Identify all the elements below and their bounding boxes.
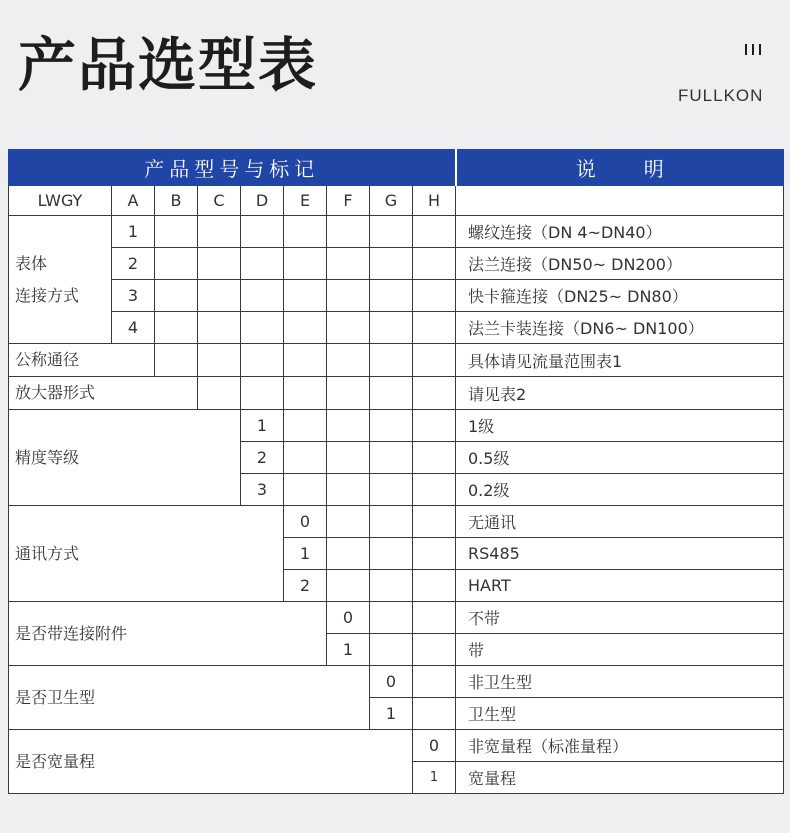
table-row xyxy=(9,410,784,442)
model-code: LWGY xyxy=(9,186,112,216)
table-row xyxy=(9,730,784,762)
diameter-desc: 具体请见流量范围表1 xyxy=(456,344,784,377)
col-a: A xyxy=(112,186,155,216)
option-desc: 卫生型 xyxy=(456,698,784,730)
amplifier-desc: 请见表2 xyxy=(456,377,784,410)
sanitary-label: 是否卫生型 xyxy=(9,666,370,730)
option-code: 0 xyxy=(327,602,370,634)
table-row xyxy=(9,666,784,698)
option-desc: 0.2级 xyxy=(456,474,784,506)
option-desc: 带 xyxy=(456,634,784,666)
option-desc: 不带 xyxy=(456,602,784,634)
table-header-row xyxy=(9,150,784,186)
option-code: 1 xyxy=(284,538,327,570)
col-c: C xyxy=(198,186,241,216)
table-row xyxy=(9,280,784,312)
amplifier-label: 放大器形式 xyxy=(9,377,198,410)
communication-label: 通讯方式 xyxy=(9,506,284,602)
option-code: 1 xyxy=(413,762,456,794)
option-code: 2 xyxy=(112,248,155,280)
column-row xyxy=(9,186,784,216)
option-code: 1 xyxy=(370,698,413,730)
option-code: 4 xyxy=(112,312,155,344)
selection-table xyxy=(8,149,784,794)
header-model-marking: 产品型号与标记 xyxy=(9,150,456,186)
table-row xyxy=(9,248,784,280)
option-desc: 0.5级 xyxy=(456,442,784,474)
table-row xyxy=(9,344,784,377)
brand-mark-icon xyxy=(745,44,761,55)
option-code: 1 xyxy=(327,634,370,666)
option-desc: RS485 xyxy=(456,538,784,570)
option-desc: HART xyxy=(456,570,784,602)
brand-name: FULLKON xyxy=(678,86,764,105)
page-title: 产品选型表 xyxy=(18,31,319,99)
option-code: 3 xyxy=(241,474,284,506)
option-code: 2 xyxy=(284,570,327,602)
option-code: 0 xyxy=(370,666,413,698)
option-desc: 法兰卡装连接（DN6~ DN100） xyxy=(456,312,784,344)
table-row xyxy=(9,506,784,538)
option-code: 1 xyxy=(241,410,284,442)
option-code: 0 xyxy=(413,730,456,762)
diameter-label: 公称通径 xyxy=(9,344,155,377)
table-row xyxy=(9,216,784,248)
wide-range-label: 是否宽量程 xyxy=(9,730,413,794)
option-desc: 法兰连接（DN50~ DN200） xyxy=(456,248,784,280)
col-h: H xyxy=(413,186,456,216)
option-code: 3 xyxy=(112,280,155,312)
table-row xyxy=(9,312,784,344)
attachment-label: 是否带连接附件 xyxy=(9,602,327,666)
col-b: B xyxy=(155,186,198,216)
option-desc: 螺纹连接（DN 4~DN40） xyxy=(456,216,784,248)
option-desc: 非卫生型 xyxy=(456,666,784,698)
option-desc: 非宽量程（标准量程） xyxy=(456,730,784,762)
col-f: F xyxy=(327,186,370,216)
col-g: G xyxy=(370,186,413,216)
col-e: E xyxy=(284,186,327,216)
connection-label: 表体 连接方式 xyxy=(9,216,112,344)
option-desc: 快卡箍连接（DN25~ DN80） xyxy=(456,280,784,312)
table-row xyxy=(9,602,784,634)
col-d: D xyxy=(241,186,284,216)
option-desc: 无通讯 xyxy=(456,506,784,538)
option-code: 2 xyxy=(241,442,284,474)
header-description: 说 明 xyxy=(456,150,784,186)
accuracy-label: 精度等级 xyxy=(9,410,241,506)
table-row xyxy=(9,377,784,410)
option-desc: 1级 xyxy=(456,410,784,442)
option-code: 1 xyxy=(112,216,155,248)
option-code: 0 xyxy=(284,506,327,538)
option-desc: 宽量程 xyxy=(456,762,784,794)
